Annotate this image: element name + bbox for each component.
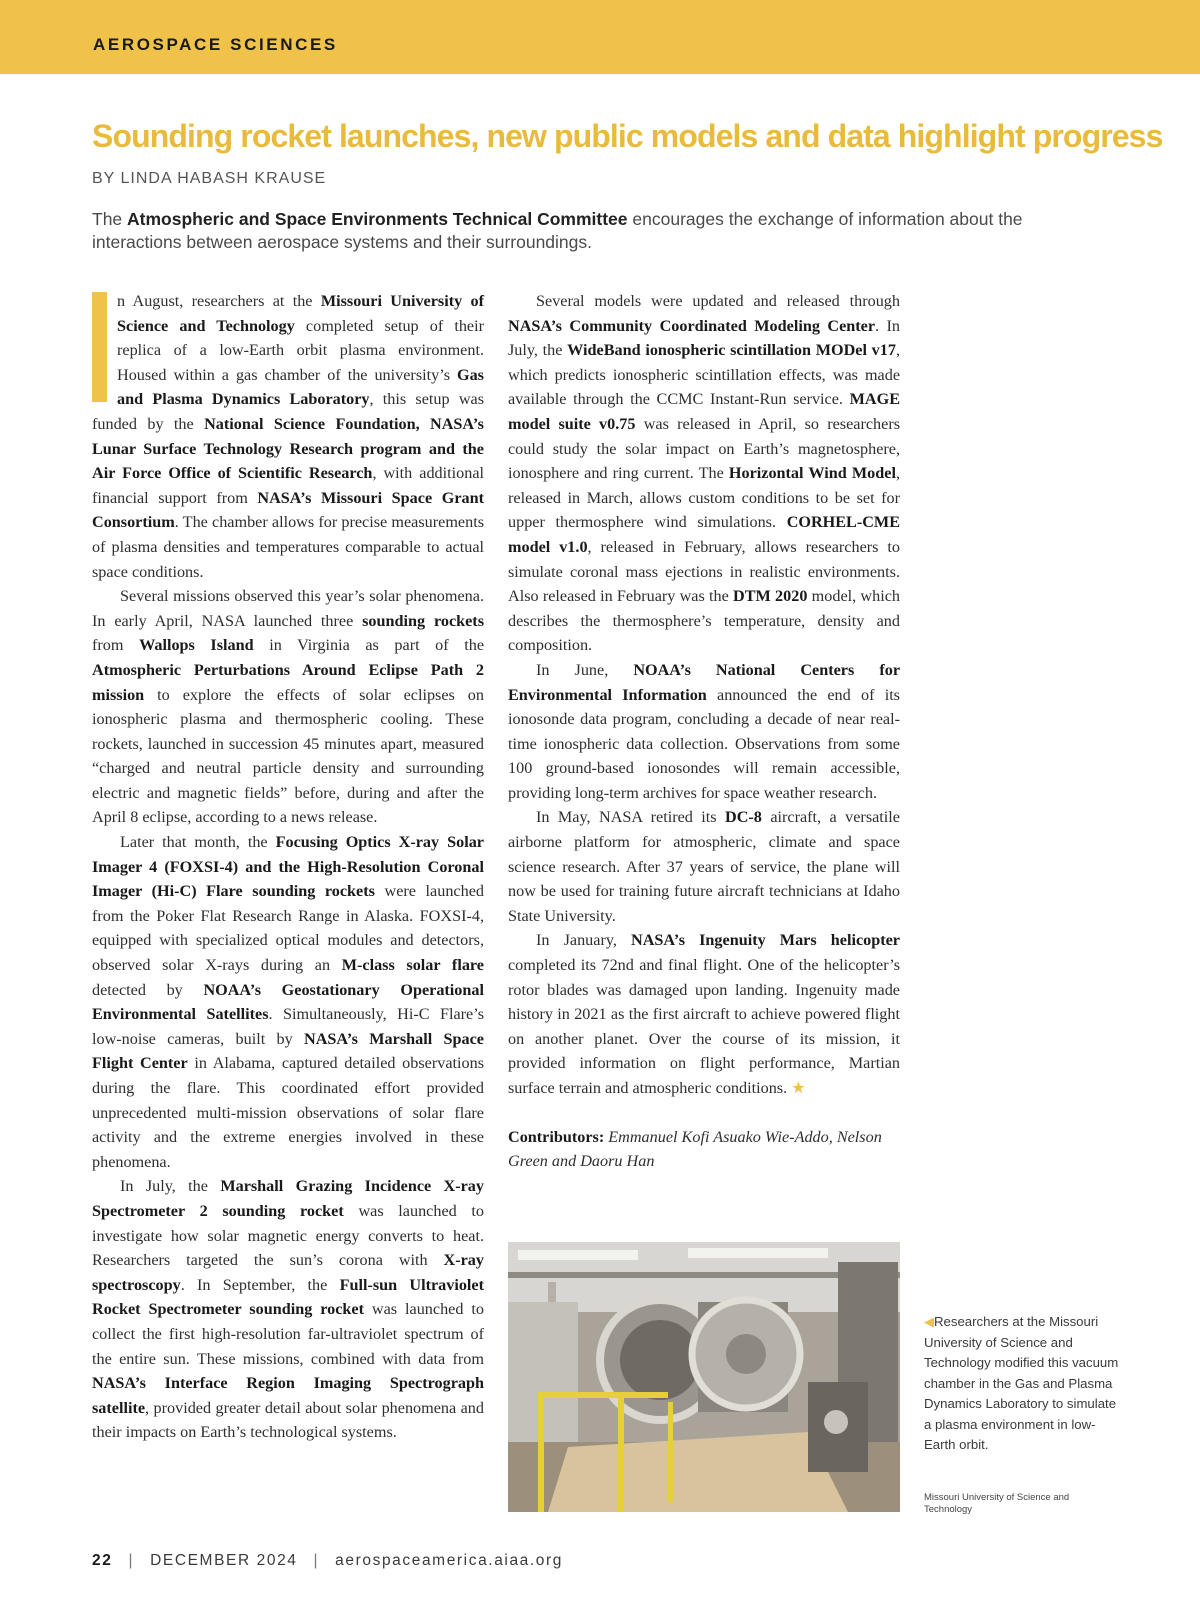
- footer-separator: |: [128, 1552, 135, 1569]
- byline: BY LINDA HABASH KRAUSE: [92, 170, 327, 187]
- site-url: aerospaceamerica.aiaa.org: [335, 1552, 564, 1569]
- column-left: [92, 289, 484, 1445]
- paragraph: Later that month, the Focusing Optics X-ray Solar Imager 4 (FOXSI-4) and the High-Resolution Coronal Imager (Hi-C) Flare sounding rockets were launched from the Poker Flat Research Range in Alaska. FOXSI-4, equipped with specialized optical modules and detectors, observed solar X-rays during an M-class solar flare detected by NOAA’s Geostationary Operational Environmental Satellites. Simultaneously, Hi-C Flare’s low-noise cameras, built by NASA’s Marshall Space Flight Center in Alabama, captured detailed observations during the flare. This coordinated effort provided unprecedented multi-mission observations of solar flare activity and the extreme energies involved in these phenomena.: [92, 833, 484, 1171]
- paragraph: n August, researchers at the Missouri University of Science and Technology completed setup of their replica of a low-Earth orbit plasma environment. Housed within a gas chamber of the university’s Gas and Plasma Dynamics Laboratory, this setup was funded by the National Science Foundation, NASA’s Lunar Surface Technology Research program and the Air Force Office of Scientific Research, with additional financial support from NASA’s Missouri Space Grant Consortium. The chamber allows for precise measurements of plasma densities and temperatures comparable to actual space conditions.: [92, 292, 485, 581]
- footer-separator: |: [313, 1552, 320, 1569]
- dropcap-bar: [92, 292, 107, 402]
- vacuum-chamber-photo: [508, 1242, 900, 1512]
- paragraph: In January, NASA’s Ingenuity Mars helicopter completed its 72nd and final flight. One of the helicopter’s rotor blades was damaged upon landing. Ingenuity made history in 2021 as the first aircraft to achieve powered flight on another planet. Over the course of its mission, it provided information on flight performance, Martian surface terrain and atmospheric conditions. ★: [508, 931, 900, 1097]
- section-label: AEROSPACE SCIENCES: [93, 35, 338, 54]
- contributors: Contributors: Emmanuel Kofi Asuako Wie-Addo, Nelson Green and Daoru Han: [508, 1127, 882, 1171]
- intro-deck: The Atmospheric and Space Environments Technical Committee encourages the exchange of information about the interactions between aerospace systems and their surroundings.: [92, 209, 1023, 252]
- photo-caption: ◀Researchers at the Missouri University of Science and Technology modified this vacuum chamber in the Gas and Plasma Dynamics Laboratory to simulate a plasma environment in low-Earth orbit.: [924, 1314, 1119, 1452]
- page-footer: [92, 1552, 563, 1570]
- paragraph: In June, NOAA’s National Centers for Environmental Information announced the end of its ionosonde data program, concluding a decade of near real-time ionospheric data collection. Observations from some 100 ground-based ionosondes will remain accessible, providing long-term archives for space weather research.: [508, 660, 901, 802]
- caption-arrow-icon: ◀: [924, 1314, 934, 1329]
- end-star-icon: ★: [791, 1079, 806, 1097]
- paragraph: In May, NASA retired its DC-8 aircraft, a versatile airborne platform for atmospheric, climate and space science research. After 37 years of service, the plane will now be used for training future aircraft technicians at Idaho State University.: [508, 808, 900, 925]
- photo-credit: Missouri University of Science and Technology: [924, 1492, 1070, 1515]
- column-right: [508, 289, 900, 1174]
- issue-date: DECEMBER 2024: [150, 1552, 298, 1569]
- paragraph: Several models were updated and released through NASA’s Community Coordinated Modeling Center. In July, the WideBand ionospheric scintillation MODel v17, which predicts ionospheric scintillation effects, was made available through the CCMC Instant-Run service. MAGE model suite v0.75 was released in April, so researchers could study the solar impact on Earth’s magnetosphere, ionosphere and ring current. The Horizontal Wind Model, released in March, allows custom conditions to be set for upper thermosphere wind simulations. CORHEL-CME model v1.0, released in February, allows researchers to simulate coronal mass ejections in realistic environments. Also released in February was the DTM 2020 model, which describes the thermosphere’s temperature, density and composition.: [508, 292, 901, 655]
- paragraph: In July, the Marshall Grazing Incidence X-ray Spectrometer 2 sounding rocket was launched to investigate how solar magnetic energy converts to heat. Researchers targeted the sun’s corona with X-ray spectroscopy. In September, the Full-sun Ultraviolet Rocket Spectrometer sounding rocket was launched to collect the first high-resolution far-ultraviolet spectrum of the entire sun. These missions, combined with data from NASA’s Interface Region Imaging Spectrograph satellite, provided greater detail about solar phenomena and their impacts on Earth’s technological systems.: [92, 1177, 484, 1442]
- page-number: 22: [92, 1552, 113, 1569]
- article-title: Sounding rocket launches, new public models and data highlight progress: [92, 118, 1163, 154]
- paragraph: Several missions observed this year’s solar phenomena. In early April, NASA launched three sounding rockets from Wallops Island in Virginia as part of the Atmospheric Perturbations Around Eclipse Path 2 mission to explore the effects of solar eclipses on ionospheric plasma and thermospheric cooling. These rockets, launched in succession 45 minutes apart, measured “charged and neutral particle density and surrounding electric and magnetic fields” before, during and after the April 8 eclipse, according to a news release.: [92, 587, 485, 827]
